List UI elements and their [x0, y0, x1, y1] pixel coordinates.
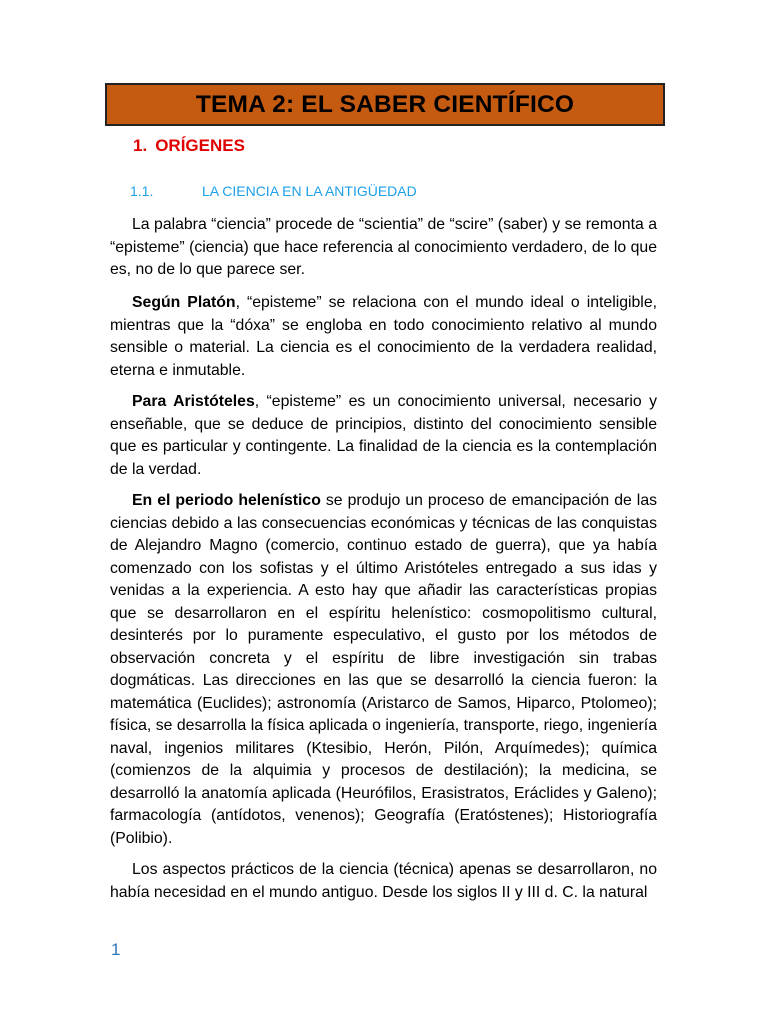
section-heading: [133, 136, 245, 156]
title-banner: [105, 83, 665, 126]
page-number: 1: [111, 940, 121, 959]
section-label: ORÍGENES: [155, 136, 245, 155]
paragraph-3: [110, 391, 657, 481]
paragraph-text: se produjo un proceso de emancipación de las ciencias debido a las consecuencias económicas y técnicas de las conquistas de Alejandro Magno (comercio, continuo estado de guerra), que ya había comenzado con los sofistas y el último Aristóteles entregado a sus idas y venidas a la experiencia. A esto hay que añadir las características propias que se desarrollaron en el espíritu helenístico: cosmopolitismo cultural, desinterés por lo puramente especulativo, el gusto por los métodos de observación concreta y el espíritu de libre investigación sin trabas dogmáticas. Las direcciones en las que se desarrolló la ciencia fueron: la matemática (Euclides); astronomía (Aristarco de Samos, Hiparco, Ptolomeo); física, se desarrolla la física aplicada o ingeniería, transporte, riego, ingeniería naval, ingenios militares (Ktesibio, Herón, Pilón, Arquímedes); química (comienzos de la alquimia y procesos de destilación); la medicina, se desarrolló la anatomía aplicada (Heurófilos, Erasistratos, Eráclides y Galeno); farmacología (antídotos, venenos); Geografía (Eratóstenes); Historiografía (Polibio).: [110, 492, 658, 847]
document-title: TEMA 2: EL SABER CIENTÍFICO: [195, 90, 575, 118]
paragraph-text: , “episteme” es un conocimiento universal, necesario y enseñable, que se deduce de principios, distinto del conocimiento sensible que es particular y contingente. La finalidad de la ciencia es la contemplación de la verdad.: [110, 393, 658, 478]
paragraph-bold: En el periodo helenístico: [132, 492, 321, 509]
subsection-label: LA CIENCIA EN LA ANTIGÜEDAD: [202, 183, 417, 199]
subsection-heading: [130, 183, 417, 199]
section-number: 1.: [133, 136, 148, 155]
paragraph-2: [110, 292, 657, 382]
paragraph-1: [110, 214, 657, 282]
paragraph-text: , “episteme” se relaciona con el mundo ideal o inteligible, mientras que la “dóxa” se engloba en todo conocimiento relativo al mundo sensible o material. La ciencia es el conocimiento de la verdadera realidad, eterna e inmutable.: [110, 294, 657, 379]
paragraph-bold: Para Aristóteles: [132, 393, 255, 410]
paragraph-bold: Según Platón: [132, 294, 236, 311]
paragraph-text: Los aspectos prácticos de la ciencia (técnica) apenas se desarrollaron, no había necesidad en el mundo antiguo. Desde los siglos II y III d. C. la natural: [110, 861, 657, 901]
paragraph-4: [110, 490, 657, 850]
paragraph-text: La palabra “ciencia” procede de “scientia” de “scire” (saber) y se remonta a “episteme” (ciencia) que hace referencia al conocimiento verdadero, de lo que es, no de lo que parece ser.: [110, 216, 657, 278]
paragraph-5: [110, 859, 657, 904]
subsection-number: 1.1.: [130, 183, 154, 199]
